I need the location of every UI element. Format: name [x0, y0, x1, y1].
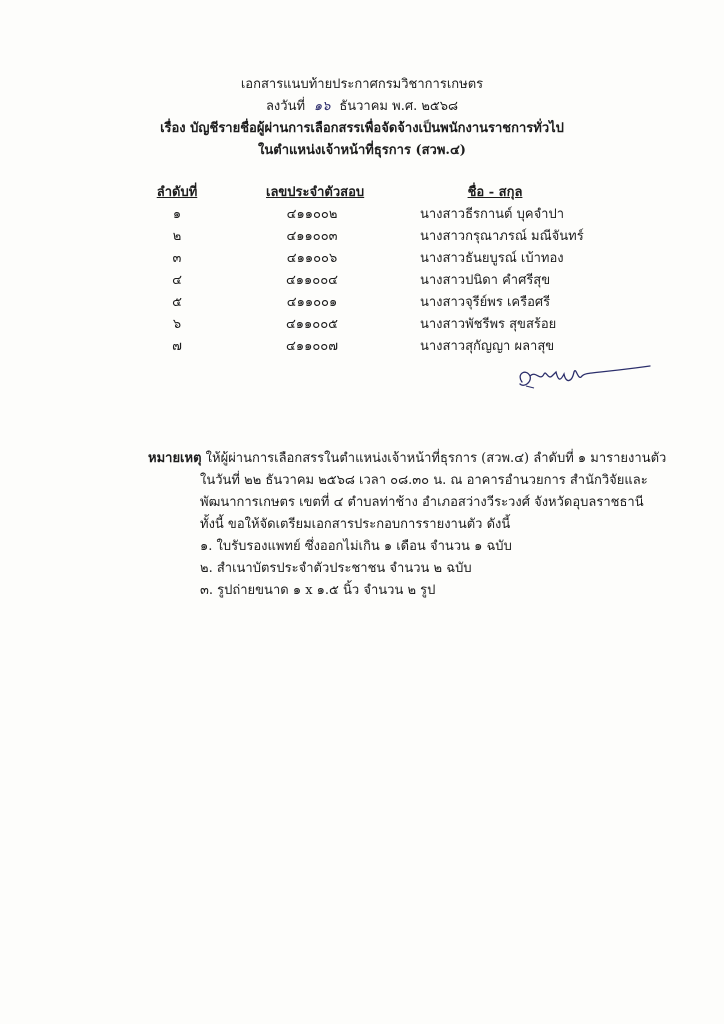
column-header-name: ชื่อ - สกุล: [467, 185, 523, 200]
remarks-section: [148, 448, 688, 602]
remarks-text-2: ในวันที่ ๒๒ ธันวาคม ๒๕๖๘ เวลา ๐๘.๓๐ น. ณ อาคารอำนวยการ สำนักวิจัยและ: [200, 473, 648, 488]
row-exam-id: ๔๑๑๐๐๔: [285, 273, 339, 288]
remarks-text-3: พัฒนาการเกษตร เขตที่ ๔ ตำบลท่าช้าง อำเภอสว่างวีระวงศ์ จังหวัดอุบลราชธานี: [200, 495, 644, 510]
row-order: ๓: [172, 251, 182, 266]
candidate-table: [0, 182, 724, 358]
row-exam-id: ๔๑๑๐๐๕: [285, 317, 339, 332]
table-row: [0, 204, 724, 226]
table-row: [0, 314, 724, 336]
handwritten-date-day: ๑๖: [313, 99, 331, 114]
row-name: นางสาวพัชรีพร สุขสร้อย: [420, 317, 557, 332]
column-header-order: ลำดับที่: [156, 185, 198, 200]
row-exam-id: ๔๑๑๐๐๗: [286, 339, 338, 354]
date-rest: ธันวาคม พ.ศ. ๒๕๖๘: [339, 99, 459, 114]
row-name: นางสาวสุกัญญา ผลาสุข: [420, 339, 555, 354]
header-subject: เรื่อง บัญชีรายชื่อผู้ผ่านการเลือกสรรเพื่อจัดจ้างเป็นพนักงานราชการทั่วไป: [160, 121, 564, 136]
remarks-first-line: [148, 448, 688, 470]
table-row: [0, 270, 724, 292]
row-exam-id: ๔๑๑๐๐๖: [286, 251, 338, 266]
remarks-label: หมายเหตุ: [148, 451, 202, 466]
row-name: นางสาวจุรีย์พร เครือศรี: [420, 295, 551, 310]
document-item-3: ๓. รูปถ่ายขนาด ๑ x ๑.๕ นิ้ว จำนวน ๒ รูป: [200, 583, 436, 598]
table-row: [0, 226, 724, 248]
header-position: ในตำแหน่งเจ้าหน้าที่ธุรการ (สวพ.๔): [258, 143, 466, 158]
row-name: นางสาวกรุณาภรณ์ มณีจันทร์: [420, 229, 584, 244]
row-order: ๗: [172, 339, 182, 354]
row-order: ๔: [172, 273, 182, 288]
date-prefix: ลงวันที่: [265, 99, 306, 114]
table-row: [0, 336, 724, 358]
row-order: ๑: [172, 207, 182, 222]
header-date: [0, 96, 724, 118]
document-item-1: ๑. ใบรับรองแพทย์ ซึ่งออกไม่เกิน ๑ เดือน จำนวน ๑ ฉบับ: [200, 539, 512, 554]
row-order: ๖: [172, 317, 182, 332]
header-title: เอกสารแนบท้ายประกาศกรมวิชาการเกษตร: [240, 77, 484, 92]
row-name: นางสาวธันยบูรณ์ เบ้าทอง: [420, 251, 564, 266]
row-name: นางสาวธีรกานต์ บุคจำปา: [420, 207, 565, 222]
table-row: [0, 248, 724, 270]
row-order: ๒: [172, 229, 182, 244]
remarks-text-4: ทั้งนี้ ขอให้จัดเตรียมเอกสารประกอบการรายงานตัว ดังนี้: [200, 517, 511, 532]
row-exam-id: ๔๑๑๐๐๑: [286, 295, 338, 310]
table-row: [0, 292, 724, 314]
table-header-row: [0, 182, 724, 204]
row-order: ๕: [172, 295, 182, 310]
row-exam-id: ๔๑๑๐๐๒: [286, 207, 338, 222]
remarks-text-1: ให้ผู้ผ่านการเลือกสรรในตำแหน่งเจ้าหน้าที่ธุรการ (สวพ.๔) ลำดับที่ ๑ มารายงานตัว: [205, 451, 667, 466]
document-item-2: ๒. สำเนาบัตรประจำตัวประชาชน จำนวน ๒ ฉบับ: [200, 561, 472, 576]
document-header: [0, 74, 724, 162]
row-exam-id: ๔๑๑๐๐๓: [286, 229, 338, 244]
handwritten-signature: [512, 360, 652, 394]
row-name: นางสาวปนิดา คำศรีสุข: [420, 273, 551, 288]
column-header-exam-id: เลขประจำตัวสอบ: [266, 185, 365, 200]
